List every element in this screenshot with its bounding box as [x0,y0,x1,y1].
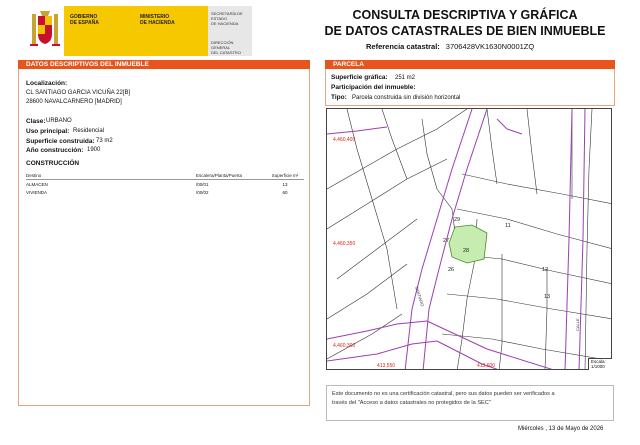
government-logo-block [26,6,252,56]
title-line-1: CONSULTA DESCRIPTIVA Y GRÁFICA [352,8,578,22]
coord-label: 4,460,350 [333,241,356,247]
document-title [300,7,630,39]
localizacion-label: Localización: [26,80,68,87]
participacion-label: Participación del inmueble: [331,84,416,91]
coat-of-arms-icon [26,6,64,56]
construccion-label: CONSTRUCCIÓN [26,160,80,167]
superficie-value: 73 m2 [96,138,113,144]
sup-grafica-label: Superficie gráfica: [331,74,388,81]
sec-line-2: DE HACIENDA [211,21,239,26]
title-line-2: DE DATOS CATASTRALES DE BIEN INMUEBLE [324,24,606,38]
street-label: CALLE [575,318,580,331]
sec-line-1: SECRETARÍA DE ESTADO [211,11,243,21]
parcel-number: 29 [454,217,461,223]
street-label: SANTIAGO [414,285,426,307]
tipo-value: Parcela construida sin división horizontal [352,94,461,101]
parcel-number: 13 [544,294,551,300]
disclaimer-notice [326,385,614,421]
coord-label: 4,460,300 [333,343,356,349]
parcel-number: 11 [505,223,511,229]
sup-grafica-value: 251 m2 [395,74,416,81]
map-scale [588,358,612,370]
ref-value: 3706428VK1630N0001ZQ [445,42,535,51]
dir-line-1: DIRECCIÓN GENERAL [211,40,234,50]
uso-label: Uso principal: [26,128,70,135]
parcel-number: 28 [463,248,470,254]
clase-label: Clase: [26,118,46,125]
cadastral-reference [366,42,534,51]
construction-table [26,172,304,196]
notice-line-1: Este documento no es una certificación catastral, pero sus datos pueden ser verificados a [332,391,555,397]
row-destino: ALMACEN [26,181,48,187]
gov-line-2: DE ESPAÑA [70,20,99,26]
ministry-line-2: DE HACIENDA [140,20,175,26]
ministry-line-1: MINISTERIO [140,14,170,20]
parcel-header: PARCELA [325,60,615,69]
highlighted-parcel [449,225,487,263]
table-header-row [26,172,304,180]
row-escalera: /00/02 [196,189,209,195]
row-escalera: /00/01 [196,181,209,187]
anio-label: Año construcción: [26,147,84,154]
tipo-label: Tipo: [331,94,347,101]
clase-value: URBANO [46,118,72,124]
address-line-1: CL SANTIAGO GARCIA VICUÑA 22[B] [26,90,131,96]
header-destino: Destino [26,172,196,180]
dir-line-2: DEL CATASTRO [211,50,241,55]
gov-line-1: GOBIERNO [70,14,98,20]
parcel-number: 26 [448,267,455,273]
coord-label: 4,460,400 [333,137,356,143]
coord-label: 413,600 [477,363,496,369]
parcel-number: 27 [443,238,450,244]
parcel-number: 12 [542,267,549,273]
header-escalera: Escalera/Planta/Puerta [196,172,266,180]
header-superficie: Superficie m² [266,172,304,180]
table-row [26,188,304,196]
scale-label: Escala: [591,359,606,364]
government-branding [64,6,208,56]
coord-label: 413,550 [377,363,396,369]
row-destino: VIVIENDA [26,189,48,195]
secretariat-branding [208,6,252,56]
anio-value: 1900 [87,147,101,153]
notice-line-2: través del "Acceso a datos catastrales no protegidos de la SEC" [332,400,491,406]
row-superficie: 13 [282,181,288,187]
scale-value: 1/1000 [591,364,605,369]
superficie-label: Superficie construida: [26,138,95,145]
document-date: Miércoles , 13 de Mayo de 2026 [518,426,604,432]
descriptive-data-header: DATOS DESCRIPTIVOS DEL INMUEBLE [18,60,310,69]
row-superficie: 60 [282,189,288,195]
uso-value: Residencial [73,128,105,134]
map-drawing [327,109,612,370]
ref-label: Referencia catastral: [366,42,440,51]
table-row [26,180,304,189]
address-line-2: 28600 NAVALCARNERO [MADRID] [26,99,122,105]
cadastral-map[interactable] [326,108,612,370]
